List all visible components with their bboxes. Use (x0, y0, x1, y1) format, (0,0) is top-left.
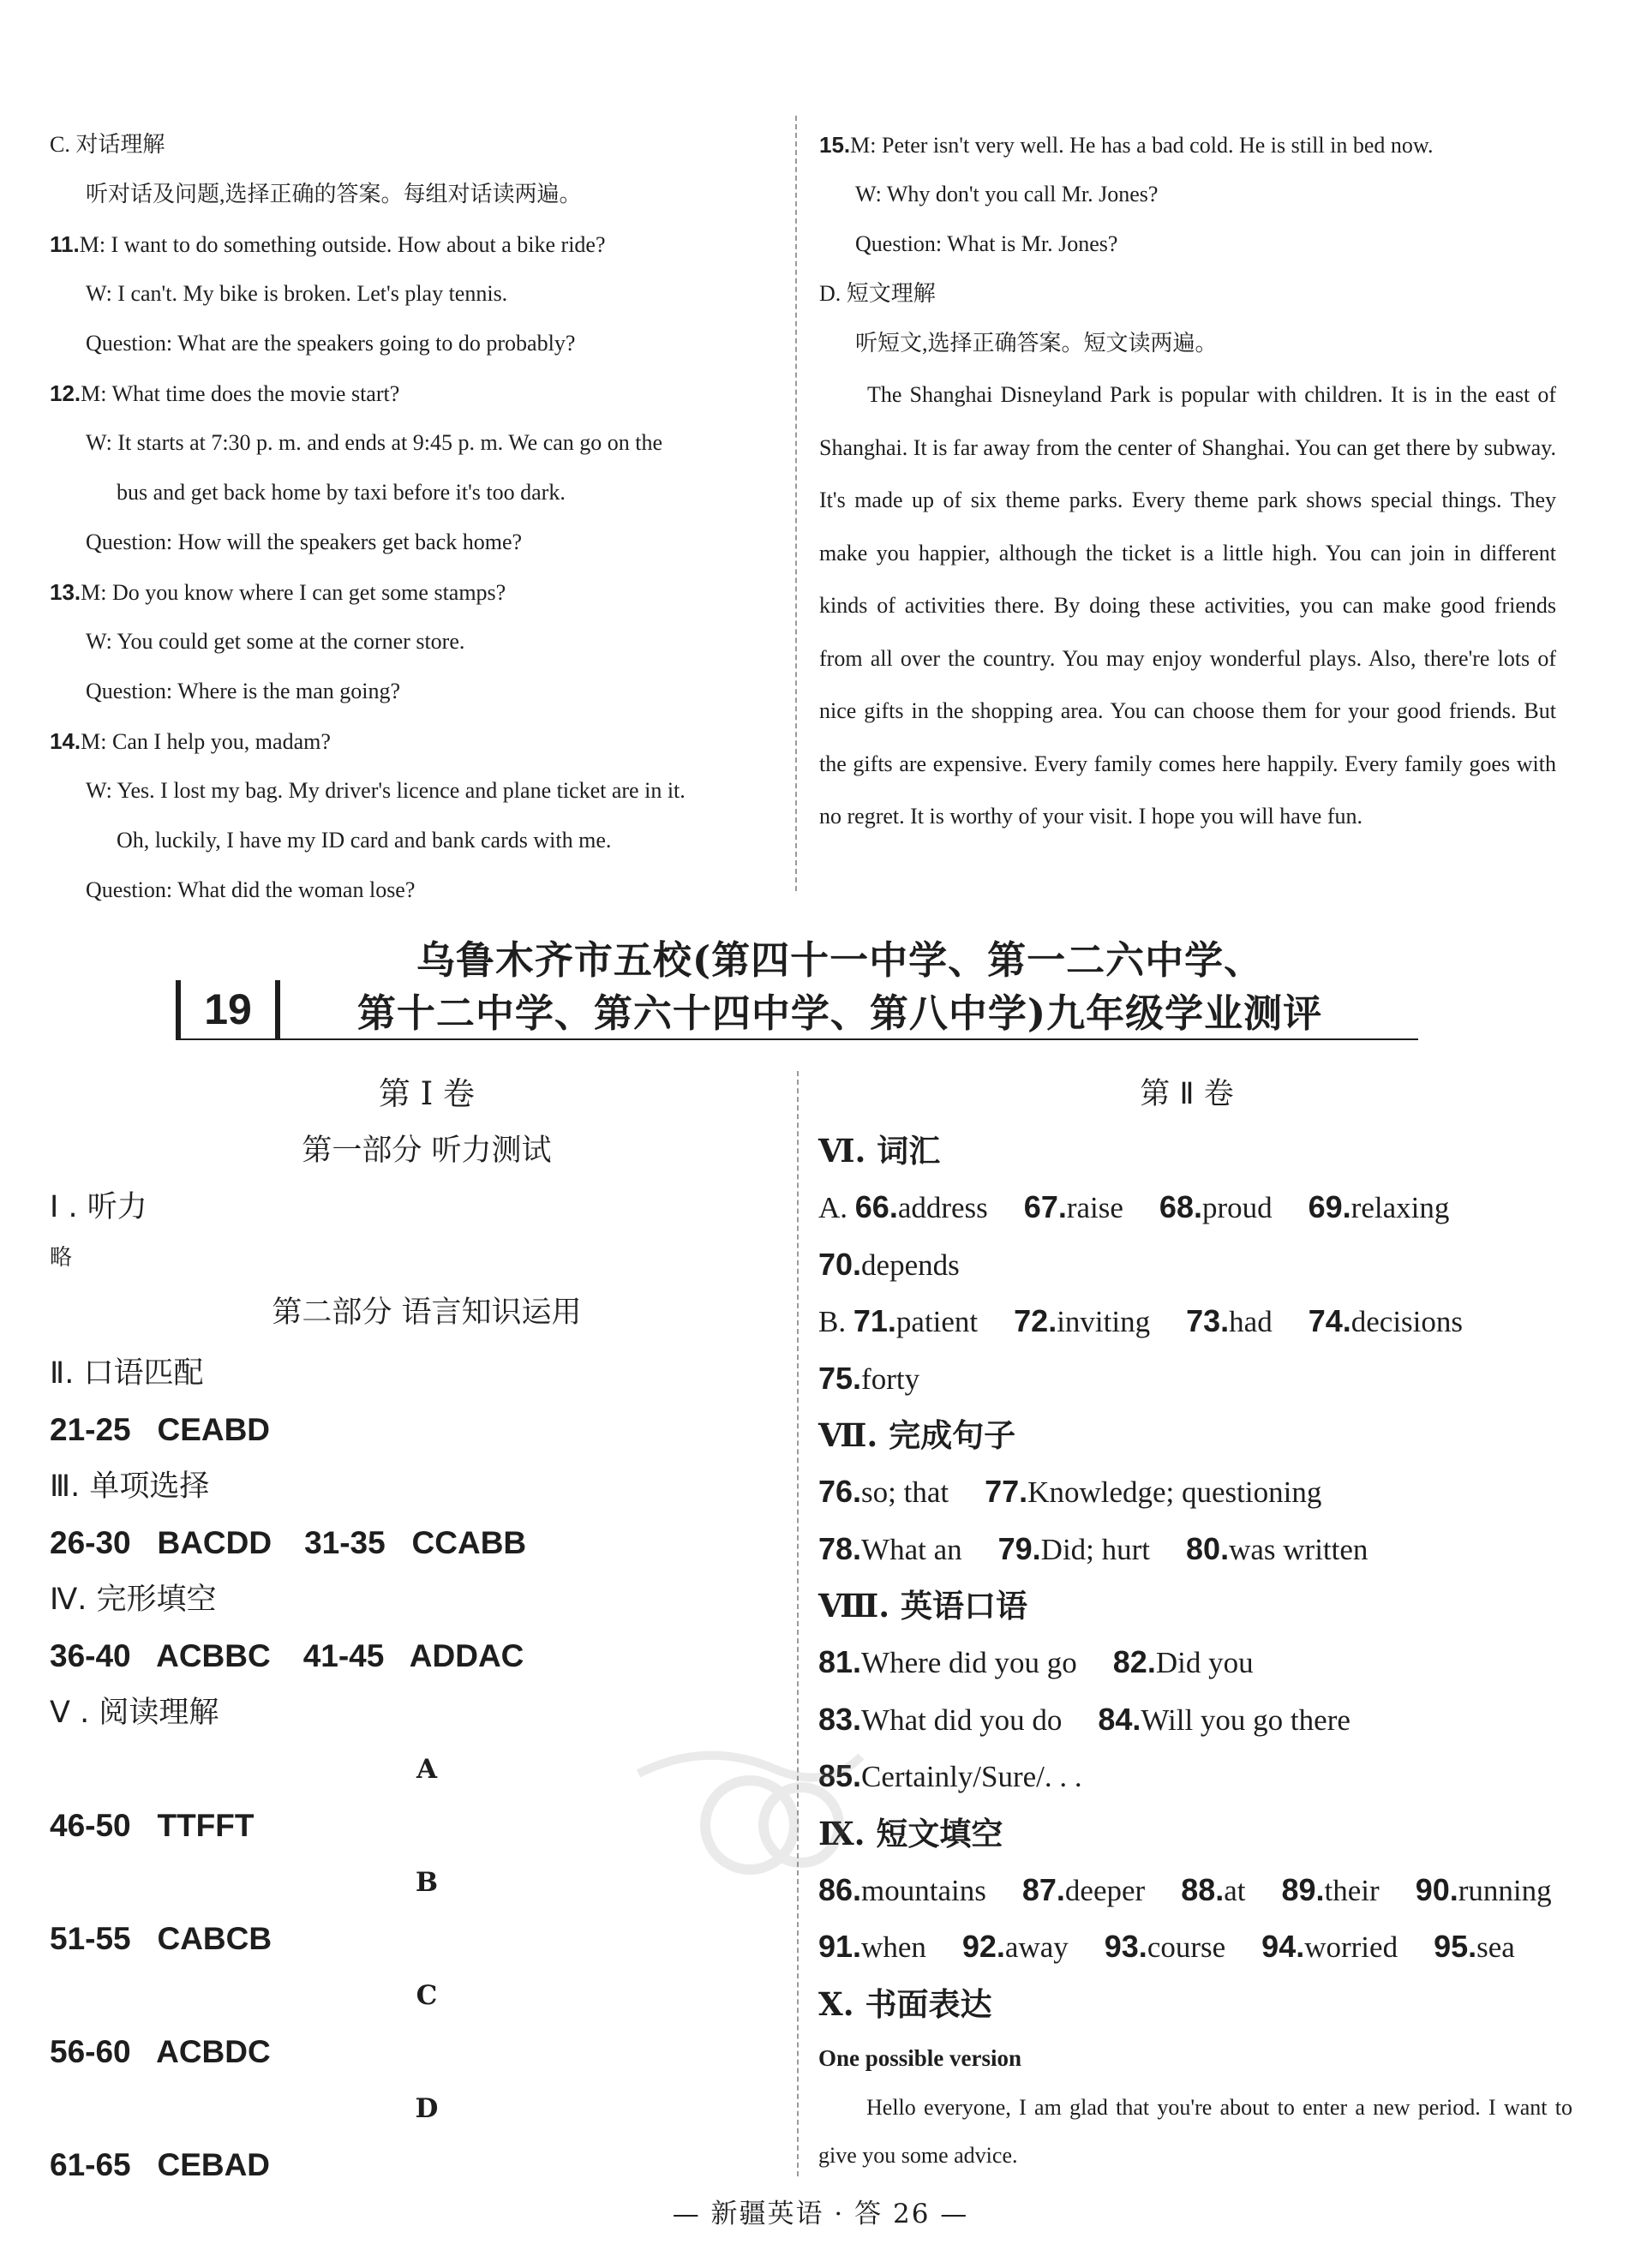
transcript-line (50, 816, 787, 865)
section-4-answers (50, 1628, 804, 1685)
volume-2-title: 第 Ⅱ 卷 (1140, 1077, 1234, 1111)
answer-number: 70. (818, 1246, 862, 1282)
answer-text: worried (1304, 1930, 1398, 1964)
answer-text: relaxing (1351, 1191, 1450, 1224)
item-number: 15. (819, 132, 851, 158)
reading-b-answers: 51-55 CABCB (50, 1921, 273, 1956)
column-divider-top (795, 116, 797, 891)
answer-item (1434, 1930, 1515, 1964)
answer-row (818, 1748, 1572, 1805)
exam-title (308, 934, 1371, 1040)
transcript-text: D. 短文理解 (819, 281, 936, 306)
transcript-text: W: Why don't you call Mr. Jones? (855, 182, 1159, 206)
section-6-title: Ⅵ. 词汇 (818, 1132, 941, 1170)
answer-text: What an (861, 1532, 962, 1566)
answer-item (818, 1646, 1077, 1679)
answer-text: course (1147, 1930, 1226, 1964)
answer-number: 92. (961, 1929, 1005, 1964)
answer-item (818, 1362, 919, 1396)
item-number: 12. (50, 380, 81, 406)
transcript-line (819, 170, 1556, 219)
transcript-line (819, 319, 1556, 368)
part-2-title: 第二部分 语言知识运用 (272, 1296, 582, 1330)
answer-row (818, 1521, 1572, 1578)
transcript-line (50, 667, 787, 716)
transcript-line (819, 269, 1556, 319)
answer-text: forty (861, 1361, 920, 1396)
answer-text: Certainly/Sure/. . . (861, 1760, 1082, 1793)
transcript-line (50, 865, 787, 915)
section-3-title: Ⅲ. 单项选择 (50, 1469, 210, 1504)
transcript-text: 听短文,选择正确答案。短文读两遍。 (855, 331, 1218, 356)
answer-row (818, 1918, 1572, 1976)
volume-1-title: 第 I 卷 (378, 1075, 476, 1112)
answer-number: 90. (1415, 1871, 1458, 1907)
answer-number: 95. (1434, 1929, 1477, 1964)
section-7-answers (818, 1463, 1572, 1577)
answer-row (818, 1179, 1572, 1236)
transcript-text: W: I can't. My bike is broken. Let's play tennis. (86, 281, 508, 306)
section-5-title: V . 阅读理解 (50, 1696, 219, 1730)
section-10-title: X. 书面表达 (818, 1984, 992, 2023)
answer-number: 83. (818, 1701, 862, 1737)
answer-item (818, 1475, 949, 1509)
answer-group: 31-35 CCABB (304, 1525, 527, 1560)
essay-text: Hello everyone, I am glad that you're about to enter a new period. I want to give you some advice. (818, 2094, 1572, 2168)
transcript-line (50, 219, 787, 269)
answer-number: 67. (1023, 1189, 1067, 1224)
transcript-text: Question: What did the woman lose? (86, 877, 416, 902)
answer-number: 91. (818, 1929, 862, 1964)
answer-number: 75. (818, 1360, 862, 1396)
exam-title-line-1: 乌鲁木齐市五校(第四十一中学、第一二六中学、 (416, 937, 1264, 983)
part-1-title: 第一部分 听力测试 (302, 1134, 552, 1168)
answer-number: 68. (1159, 1189, 1202, 1224)
section-8-answers (818, 1634, 1572, 1805)
answer-item (1181, 1871, 1246, 1907)
item-number: 13. (50, 579, 81, 605)
item-number: 14. (50, 728, 81, 754)
answer-text: decisions (1351, 1305, 1464, 1338)
transcript-text: W: Yes. I lost my bag. My driver's licence and plane ticket are in it. (86, 778, 686, 803)
answer-item (1014, 1305, 1150, 1338)
answer-group: 36-40 ACBBC (50, 1638, 271, 1673)
publisher-watermark (604, 1722, 895, 1885)
answer-item (1309, 1191, 1450, 1224)
answer-number: 93. (1104, 1929, 1147, 1964)
reading-sub-a: A (416, 1754, 438, 1785)
answer-item (1021, 1871, 1146, 1907)
reading-d-answers: 61-65 CEBAD (50, 2147, 271, 2182)
volume-1-answers (50, 1066, 804, 2193)
section-1-title: I . 听力 (50, 1190, 147, 1224)
exam-title-line-2: 第十二中学、第六十四中学、第八中学)九年级学业测评 (356, 990, 1323, 1036)
reading-a-answers: 46-50 TTFFT (50, 1808, 255, 1843)
answer-item (818, 1930, 926, 1964)
transcript-text: M: Peter isn't very well. He has a bad cold. He is still in bed now. (850, 133, 1434, 158)
answer-text: deeper (1064, 1873, 1146, 1907)
answer-number: 79. (997, 1530, 1041, 1566)
answer-group: 21-25 CEABD (50, 1412, 271, 1447)
answer-row (818, 1862, 1572, 1919)
answer-text: away (1004, 1930, 1069, 1964)
volume-2-answers (818, 1066, 1572, 2180)
reading-sub-b: B (415, 1867, 439, 1898)
answer-row (818, 1293, 1572, 1350)
answer-item (1105, 1930, 1225, 1964)
answer-number: 69. (1308, 1189, 1351, 1224)
transcript-text: Question: Where is the man going? (86, 679, 401, 703)
answer-number: 71. (853, 1303, 896, 1338)
answer-number: 84. (1098, 1701, 1141, 1737)
header-rule (176, 1038, 1418, 1040)
transcript-text: Question: What is Mr. Jones? (855, 231, 1118, 256)
answer-text: Did; hurt (1040, 1532, 1151, 1566)
transcript-line (819, 219, 1556, 269)
section-1-note: 略 (50, 1245, 73, 1271)
answer-number: 82. (1112, 1644, 1156, 1679)
answer-item (1415, 1871, 1552, 1907)
transcript-text: C. 对话理解 (50, 132, 165, 157)
answer-number: 85. (818, 1758, 862, 1793)
transcript-text: Oh, luckily, I have my ID card and bank cards with me. (117, 828, 612, 853)
answer-number: 76. (818, 1474, 862, 1509)
answer-item (818, 1530, 962, 1566)
answer-text: running (1458, 1873, 1552, 1907)
transcript-text: W: You could get some at the corner store. (86, 629, 465, 654)
transcript-line (50, 716, 787, 766)
answer-text: Knowledge; questioning (1027, 1475, 1322, 1509)
top-right-column (819, 120, 1556, 843)
answer-item (1159, 1191, 1273, 1224)
answer-item (1098, 1703, 1351, 1737)
answer-number: 74. (1308, 1303, 1351, 1338)
answer-number: 80. (1186, 1530, 1230, 1566)
answer-text: What did you do (861, 1702, 1063, 1737)
top-left-column (50, 120, 787, 915)
section-9-title: Ⅸ. 短文填空 (818, 1814, 1003, 1852)
answer-number: 72. (1014, 1303, 1057, 1338)
answer-row (818, 1634, 1572, 1691)
transcript-line (50, 319, 787, 368)
transcript-text: M: I want to do something outside. How about a bike ride? (79, 232, 606, 257)
listening-passage: The Shanghai Disneyland Park is popular with children. It is in the east of Shanghai. It is far away from the center of Shanghai. You can get there by subway. It's made up of six theme parks. Every theme park shows special things. They make you happier, although the ticket is a little high. You can join in different kinds of activities there. By doing these activities, you can make good friends from all over the country. You may enjoy wonderful plays. Also, there're lots of nice gifts in the shopping area. You can choose them for your good friends. But the gifts are expensive. Every family comes here happily. Every family goes with no regret. It is worthy of your visit. I hope you will have fun. (819, 382, 1556, 829)
transcript-text: 听对话及问题,选择正确的答案。每组对话读两遍。 (86, 182, 582, 206)
answer-text: their (1324, 1873, 1380, 1907)
reading-c-answers: 56-60 ACBDC (50, 2034, 271, 2069)
answer-text: mountains (861, 1873, 986, 1907)
transcript-line (50, 766, 787, 816)
answer-number: 89. (1281, 1871, 1325, 1907)
transcript-text: Question: What are the speakers going to do probably? (86, 331, 576, 356)
answer-item (1186, 1530, 1368, 1566)
answer-row (818, 1236, 1572, 1294)
answer-text: depends (861, 1248, 960, 1282)
section-4-title: Ⅳ. 完形填空 (50, 1583, 217, 1617)
answer-text: inviting (1057, 1305, 1151, 1338)
transcript-line (50, 418, 787, 468)
answer-item (818, 1305, 978, 1338)
section-9-answers (818, 1862, 1572, 1976)
transcript-text: M: Do you know where I can get some stamps? (81, 580, 506, 605)
section-6-answers (818, 1179, 1572, 1407)
answer-item (962, 1930, 1069, 1964)
answer-item (997, 1530, 1151, 1566)
section-3-answers (50, 1515, 804, 1571)
subsection-letter: B. (818, 1305, 853, 1338)
column-divider-bottom (797, 1071, 799, 2176)
answer-text: when (861, 1930, 926, 1964)
answer-row (818, 1350, 1572, 1408)
transcript-line (50, 120, 787, 170)
essay-label: One possible version (818, 2044, 1022, 2071)
answer-item (1113, 1646, 1254, 1679)
answer-number: 88. (1181, 1871, 1225, 1907)
transcript-line (50, 269, 787, 319)
answer-number: 77. (985, 1474, 1028, 1509)
transcript-line (50, 468, 787, 518)
answer-text: proud (1201, 1191, 1273, 1224)
transcript-line (50, 170, 787, 219)
transcript-text: M: What time does the movie start? (81, 381, 400, 406)
transcript-text: Question: How will the speakers get back home? (86, 530, 523, 554)
answer-item (1024, 1191, 1123, 1224)
answer-item (818, 1191, 988, 1224)
answer-text: was written (1229, 1532, 1368, 1566)
section-7-title: Ⅶ. 完成句子 (818, 1416, 1016, 1454)
answer-text: had (1229, 1305, 1273, 1338)
answer-group: 41-45 ADDAC (302, 1638, 524, 1673)
transcript-text: M: Can I help you, madam? (81, 729, 331, 754)
answer-item (1309, 1305, 1463, 1338)
answer-text: Did you (1155, 1646, 1254, 1679)
answer-text: raise (1066, 1191, 1123, 1224)
reading-sub-d: D (415, 2093, 439, 2124)
answer-number: 81. (818, 1644, 862, 1679)
answer-text: address (897, 1191, 988, 1224)
transcript-line (819, 120, 1556, 170)
answer-text: so; that (861, 1475, 949, 1509)
answer-text: Will you go there (1141, 1702, 1351, 1737)
subsection-letter: A. (818, 1191, 855, 1224)
answer-text: sea (1476, 1930, 1515, 1964)
answer-item (818, 1248, 960, 1282)
answer-number: 86. (818, 1871, 862, 1907)
answer-group: 26-30 BACDD (50, 1525, 273, 1560)
section-2-answers (50, 1402, 804, 1458)
answer-text: patient (895, 1305, 979, 1338)
answer-number: 73. (1186, 1303, 1230, 1338)
transcript-line (50, 518, 787, 567)
section-8-title: Ⅷ. 英语口语 (818, 1587, 1028, 1625)
answer-number: 78. (818, 1530, 862, 1566)
answer-number: 87. (1021, 1871, 1065, 1907)
answer-row (818, 1463, 1572, 1521)
transcript-text: W: It starts at 7:30 p. m. and ends at 9:45 p. m. We can go on the (86, 430, 663, 455)
answer-item (1281, 1871, 1380, 1907)
answer-text: at (1224, 1873, 1246, 1907)
transcript-line (50, 368, 787, 418)
transcript-line (50, 567, 787, 617)
item-number: 11. (50, 231, 80, 257)
page-footer: — 新疆英语 · 答 26 — (672, 2199, 969, 2229)
transcript-text: bus and get back home by taxi before it's too dark. (117, 480, 566, 505)
exam-number-box: 19 (176, 980, 280, 1038)
reading-sub-c: C (416, 1980, 438, 2011)
section-2-title: Ⅱ. 口语匹配 (50, 1356, 204, 1391)
transcript-line (50, 617, 787, 667)
answer-item (985, 1475, 1321, 1509)
answer-row (818, 1691, 1572, 1749)
answer-item (1186, 1305, 1273, 1338)
answer-number: 66. (854, 1189, 898, 1224)
answer-text: Where did you go (861, 1646, 1077, 1679)
answer-item (1261, 1930, 1398, 1964)
answer-number: 94. (1261, 1929, 1305, 1964)
